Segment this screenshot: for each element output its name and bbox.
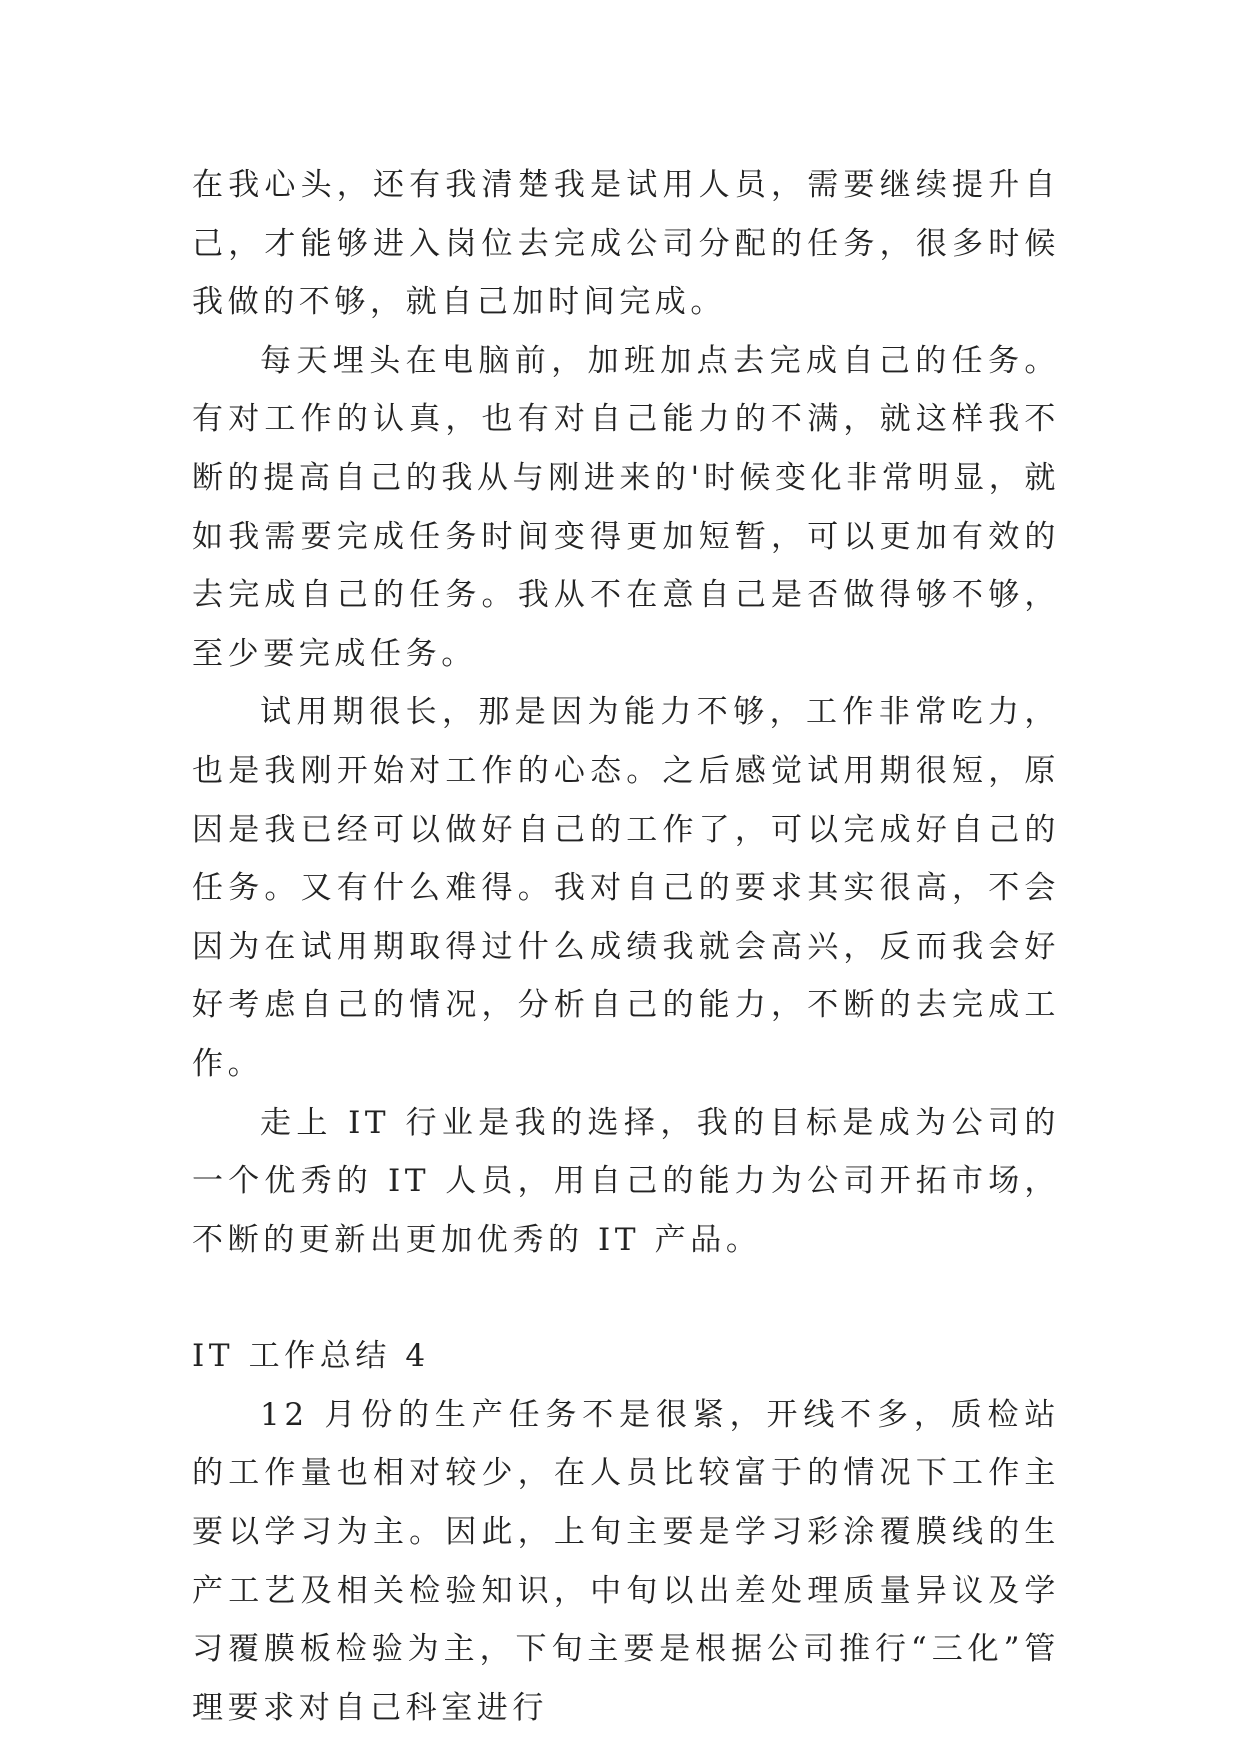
paragraph: 12 月份的生产任务不是很紧，开线不多，质检站的工作量也相对较少，在人员比较富于的情况下工作主要以学习为主。因此，上旬主要是学习彩涂覆膜线的生产工艺及相关检验知识，中旬以出差处理质量异议及学习覆膜板检验为主，下旬主要是根据公司推行“三化”管理要求对自己科室进行 — [192, 1396, 1060, 1726]
paragraph: 试用期很长，那是因为能力不够，工作非常吃力，也是我刚开始对工作的心态。之后感觉试用期很短，原因是我已经可以做好自己的工作了，可以完成好自己的任务。又有什么难得。我对自己的要求其实很高，不会因为在试用期取得过什么成绩我就会高兴，反而我会好好考虑自己的情况，分析自己的能力，不断的去完成工作。 — [192, 694, 1060, 1082]
paragraph: 每天埋头在电脑前，加班加点去完成自己的任务。有对工作的认真，也有对自己能力的不满，就这样我不断的提高自己的我从与刚进来的'时候变化非常明显，就如我需要完成任务时间变得更加短暂，可以更加有效的去完成自己的任务。我从不在意自己是否做得够不够，至少要完成任务。 — [192, 342, 1060, 672]
section-heading: IT 工作总结 4 — [192, 1338, 430, 1375]
document-page — [192, 156, 1060, 1737]
paragraph: 走上 IT 行业是我的选择，我的目标是成为公司的一个优秀的 IT 人员，用自己的能力为公司开拓市场，不断的更新出更加优秀的 IT 产品。 — [192, 1104, 1060, 1258]
paragraph-continued: 在我心头，还有我清楚我是试用人员，需要继续提升自己，才能够进入岗位去完成公司分配的任务，很多时候我做的不够，就自己加时间完成。 — [192, 167, 1060, 321]
